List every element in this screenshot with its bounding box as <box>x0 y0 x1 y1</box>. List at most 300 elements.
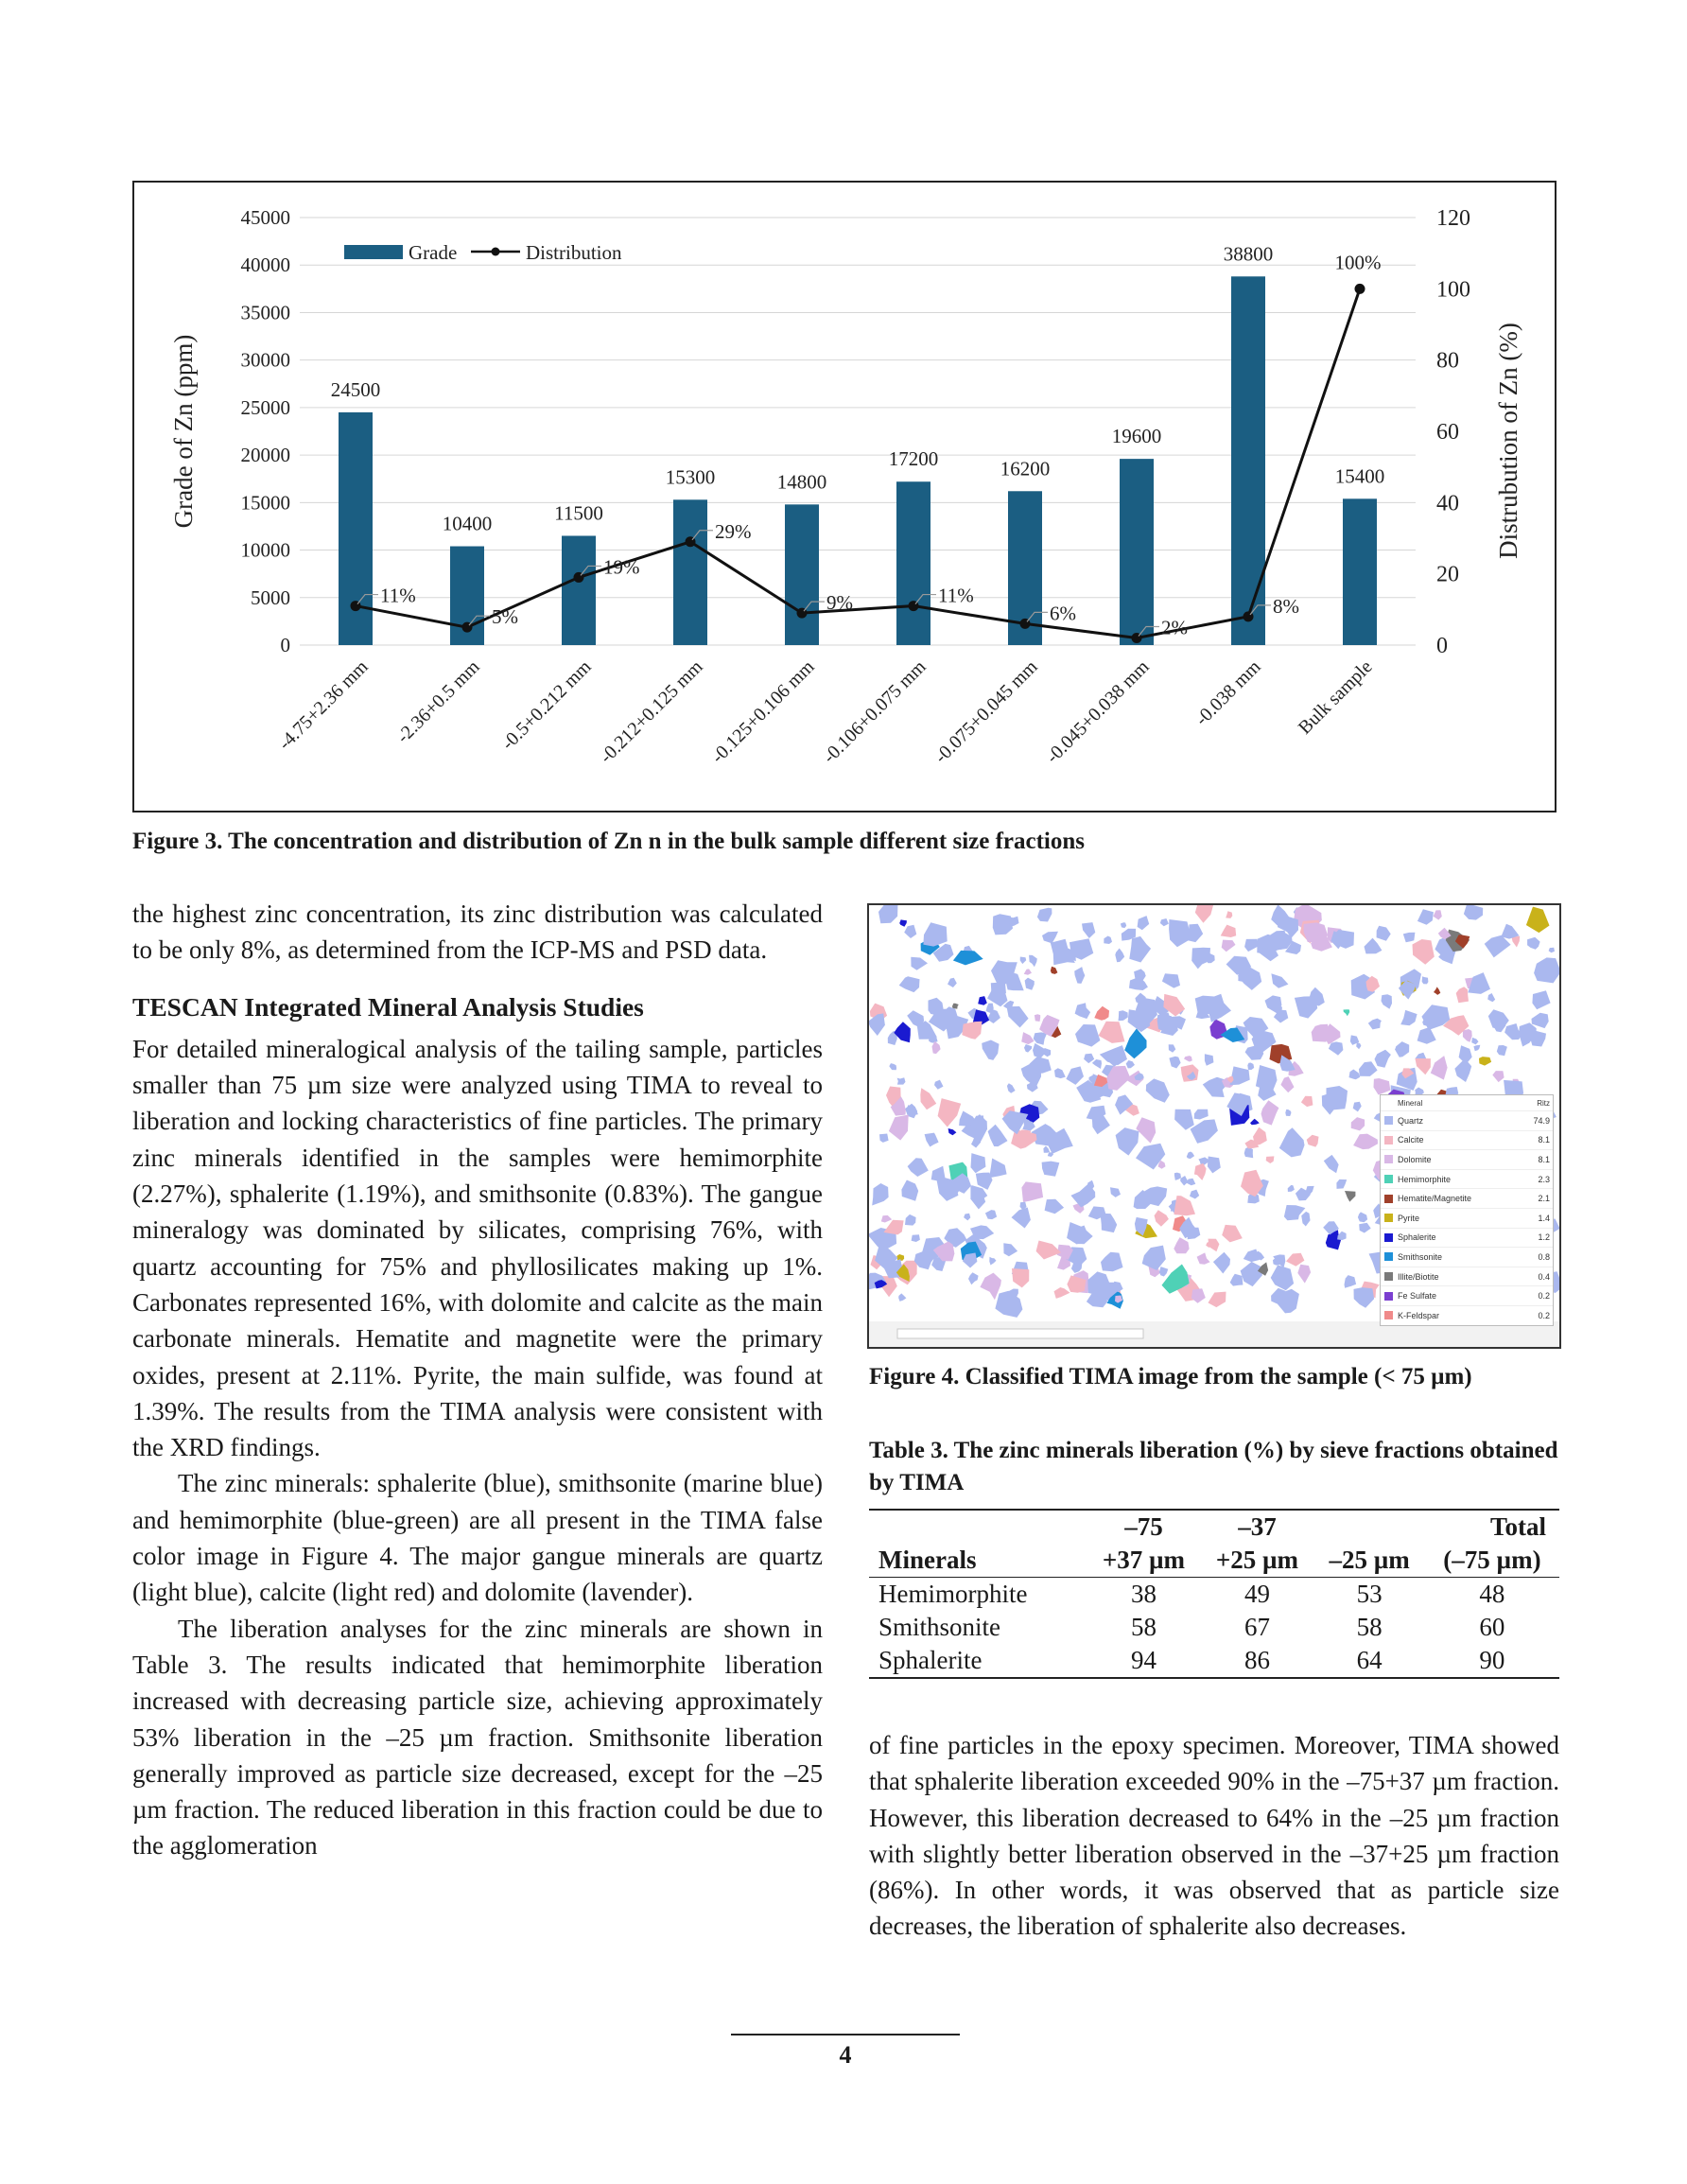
distribution-line <box>356 288 1360 638</box>
x-tick-label: -0.038 mm <box>1191 655 1265 730</box>
particle <box>1129 977 1148 990</box>
bar-value-label: 24500 <box>330 377 381 401</box>
bar-value-label: 19600 <box>1111 425 1162 448</box>
particle <box>1174 1237 1189 1253</box>
particle <box>978 996 987 1005</box>
particle <box>1463 1029 1472 1042</box>
table-cell: 64 <box>1356 1646 1383 1674</box>
x-tick-label: -0.106+0.075 mm <box>819 655 930 768</box>
particle <box>1042 1162 1060 1177</box>
bar <box>1231 276 1265 645</box>
table-cell: 58 <box>1130 1613 1157 1641</box>
legend-row <box>1381 1247 1553 1267</box>
y-tick-label: 35000 <box>240 301 290 324</box>
legend-mineral-name: Pyrite <box>1398 1213 1420 1223</box>
left-column <box>132 896 823 1864</box>
particle <box>1034 1032 1048 1044</box>
particle <box>1512 936 1521 948</box>
particle <box>1221 925 1237 937</box>
particle <box>1454 1058 1471 1082</box>
table-cell: 67 <box>1244 1613 1270 1641</box>
particle <box>1007 1083 1016 1092</box>
particle <box>1045 1199 1065 1214</box>
table-cell: Sphalerite <box>878 1646 983 1674</box>
legend-header-value: Ritz <box>1537 1098 1550 1108</box>
table-header-cell: –37 <box>1238 1512 1277 1541</box>
legend-distribution-label: Distribution <box>526 241 622 264</box>
distribution-value-label: 19% <box>603 555 640 579</box>
particle <box>1169 919 1191 947</box>
legend-swatch <box>1384 1292 1393 1301</box>
particle <box>1479 1057 1491 1066</box>
zn-grade-distribution-chart <box>134 183 1558 814</box>
particle <box>1349 1070 1361 1080</box>
particle <box>872 1183 888 1206</box>
legend-mineral-value: 1.4 <box>1538 1213 1550 1223</box>
particle <box>889 1115 909 1141</box>
table-header-cell: –25 µm <box>1329 1546 1410 1574</box>
scale-bar <box>897 1329 1143 1338</box>
legend-row <box>1381 1149 1553 1169</box>
legend-mineral-value: 0.2 <box>1538 1310 1550 1320</box>
particle <box>1307 1135 1319 1147</box>
bar-value-label: 15400 <box>1334 464 1385 488</box>
legend-mineral-value: 0.4 <box>1538 1271 1550 1282</box>
legend-mineral-name: Illite/Biotite <box>1398 1271 1439 1282</box>
legend-swatch <box>1384 1155 1393 1163</box>
particle <box>911 957 928 970</box>
particle <box>1549 948 1555 953</box>
y-tick-label: 30000 <box>240 348 290 372</box>
particle <box>1035 1014 1040 1022</box>
legend-swatch <box>1384 1175 1393 1183</box>
particle <box>968 1272 979 1284</box>
particle <box>1353 1102 1362 1112</box>
particle <box>1191 1288 1206 1303</box>
particle <box>1471 1038 1478 1045</box>
particle <box>1359 1223 1371 1233</box>
y2-tick-label: 20 <box>1436 562 1459 587</box>
particle <box>1329 1041 1344 1055</box>
distribution-value-label: 9% <box>826 591 853 615</box>
particle <box>1241 1262 1262 1286</box>
legend-mineral-value: 8.1 <box>1538 1135 1550 1145</box>
paragraph-sphalerite-liberation: of fine particles in the epoxy specimen. Moreover, TIMA showed that sphalerite liberation exceeded 90% in the –75+37 µm fraction. However, this liberation decreased to 64% in the –25 µm fraction with slightly better liberation observed in the –37+25 µm fraction (86%). In other words, it was observed that as particle size decreases, the liberation of sphalerite also decreases. <box>869 1731 1559 1941</box>
legend-mineral-value: 0.8 <box>1538 1251 1550 1262</box>
particle <box>1066 1066 1084 1085</box>
x-tick-label: -0.125+0.106 mm <box>707 655 819 768</box>
particle <box>938 1098 962 1127</box>
particle <box>1194 1163 1207 1180</box>
legend-swatch <box>1384 1311 1393 1319</box>
distribution-value-label: 11% <box>938 584 974 607</box>
particle <box>1417 1027 1436 1044</box>
particle <box>1250 1119 1260 1126</box>
legend-swatch <box>1384 1136 1393 1144</box>
particle <box>1082 922 1095 938</box>
particle <box>1353 1134 1378 1150</box>
legend-swatch <box>1384 1214 1393 1222</box>
legend-swatch <box>1384 1272 1393 1281</box>
table-cell: 60 <box>1479 1613 1505 1641</box>
particle <box>881 1215 892 1223</box>
table-cell: Smithsonite <box>878 1613 1001 1641</box>
legend-mineral-value: 74.9 <box>1533 1115 1550 1126</box>
particle <box>1037 908 1052 922</box>
legend-row <box>1381 1110 1553 1130</box>
particle <box>1222 1225 1243 1243</box>
particle <box>1024 1044 1032 1053</box>
particle <box>1025 978 1035 990</box>
legend-swatch <box>1384 1195 1393 1203</box>
bar-value-label: 14800 <box>776 470 827 494</box>
y2-axis-title: Distrubution of Zn (%) <box>1494 323 1522 559</box>
tima-legend <box>1380 1094 1554 1326</box>
bar <box>785 504 819 645</box>
table-header-cell: Total <box>1489 1512 1546 1541</box>
y2-tick-label: 100 <box>1436 277 1470 303</box>
particle <box>899 919 907 927</box>
particle <box>1375 1050 1391 1068</box>
particle <box>989 1257 996 1266</box>
particle <box>1336 1179 1347 1189</box>
particle <box>948 978 957 987</box>
particle <box>1012 1208 1031 1229</box>
y-tick-label: 45000 <box>240 206 290 229</box>
distribution-value-label: 2% <box>1161 616 1188 639</box>
particle <box>1324 1155 1339 1173</box>
particle <box>1180 1176 1189 1186</box>
table-cell: Hemimorphite <box>878 1580 1028 1608</box>
particle <box>1209 1292 1226 1308</box>
particle <box>908 1158 929 1177</box>
particle <box>925 1133 939 1147</box>
particle <box>1417 909 1434 924</box>
particle <box>1138 916 1150 930</box>
distribution-point <box>1355 284 1365 294</box>
particle <box>1074 967 1085 984</box>
particle <box>1301 1212 1310 1227</box>
particle <box>1345 1191 1355 1202</box>
particle <box>934 1080 944 1090</box>
particle <box>1504 1023 1522 1040</box>
particle <box>1532 1013 1549 1028</box>
particle <box>1021 1181 1043 1202</box>
particle <box>1473 1045 1480 1052</box>
bar <box>1343 498 1377 645</box>
particle <box>1527 937 1540 950</box>
table-row <box>869 1578 1559 1612</box>
table-header-row-bottom <box>869 1544 1559 1578</box>
particle <box>1169 1044 1176 1053</box>
particle <box>912 1234 920 1242</box>
particle <box>1007 1006 1029 1028</box>
table-cell: 48 <box>1479 1580 1505 1608</box>
particle <box>1116 1127 1139 1156</box>
particle <box>1344 1009 1350 1016</box>
bar <box>1120 459 1154 645</box>
particle <box>1244 939 1258 952</box>
particle <box>1100 1045 1127 1065</box>
legend-mineral-value: 2.1 <box>1538 1194 1550 1204</box>
particle <box>1359 1061 1378 1076</box>
particle <box>1400 1010 1417 1025</box>
particle <box>907 1105 918 1116</box>
particle <box>1492 1071 1504 1082</box>
legend-mineral-name: Fe Sulfate <box>1398 1291 1437 1302</box>
table-3 <box>869 1509 1559 1679</box>
particle <box>1129 936 1151 963</box>
legend-row <box>1381 1188 1553 1208</box>
legend-mineral-name: Hemimorphite <box>1398 1174 1452 1184</box>
bar <box>673 499 707 645</box>
particle <box>1345 1275 1357 1288</box>
particle <box>898 1293 906 1302</box>
particle <box>1115 949 1124 963</box>
particle <box>1230 1274 1244 1286</box>
legend-mineral-name: Dolomite <box>1398 1154 1432 1164</box>
particle <box>1415 1058 1431 1075</box>
figure-4-caption: Figure 4. Classified TIMA image from the sample (< 75 µm) <box>869 1364 1472 1389</box>
particle <box>1101 1252 1123 1272</box>
particle <box>948 1128 957 1135</box>
x-tick-label: -0.045+0.038 mm <box>1042 655 1154 768</box>
particle <box>1244 1249 1260 1263</box>
particle <box>1374 1078 1391 1095</box>
particle <box>1188 924 1204 942</box>
particle <box>904 925 916 938</box>
legend-mineral-name: Calcite <box>1398 1135 1424 1145</box>
table-row <box>869 1611 1559 1644</box>
particle <box>1054 1068 1066 1078</box>
particle <box>1075 1003 1091 1019</box>
particle <box>1286 1253 1304 1267</box>
particle <box>1024 969 1032 974</box>
particle <box>1468 972 1490 994</box>
particle <box>1497 1045 1507 1056</box>
footer-rule <box>731 2034 960 2035</box>
particle <box>1155 1210 1169 1227</box>
particle <box>1271 1265 1294 1290</box>
particle <box>1191 948 1210 970</box>
particle <box>1190 1190 1199 1199</box>
legend-swatch <box>1384 1233 1393 1242</box>
figure-3-chart <box>132 181 1557 812</box>
particle <box>1142 1246 1166 1270</box>
y-tick-label: 15000 <box>240 491 290 515</box>
y-tick-label: 0 <box>280 634 290 656</box>
particle <box>1184 1056 1192 1061</box>
particle <box>1174 1196 1195 1215</box>
particle <box>1094 1006 1109 1021</box>
table-row <box>869 1644 1559 1678</box>
particle <box>1403 933 1416 942</box>
legend-swatch <box>1384 1252 1393 1261</box>
particle <box>1226 911 1232 918</box>
particle <box>982 1040 999 1060</box>
x-tick-label: -0.5+0.212 mm <box>497 655 596 755</box>
particle <box>920 1088 936 1109</box>
particle <box>1526 907 1550 934</box>
y-tick-label: 25000 <box>240 395 290 419</box>
figure-3-caption: Figure 3. The concentration and distribution of Zn n in the bulk sample different size fractions <box>132 829 1086 854</box>
page-number: 4 <box>839 2041 852 2069</box>
particle <box>932 1041 941 1054</box>
bar-value-label: 16200 <box>1000 457 1051 480</box>
particle <box>1395 1041 1409 1057</box>
particle <box>1422 976 1429 984</box>
distribution-value-label: 5% <box>492 605 518 629</box>
particle <box>1197 1252 1210 1264</box>
table-header-row-top <box>869 1510 1559 1544</box>
particle <box>889 1063 896 1070</box>
y2-tick-label: 40 <box>1436 491 1459 516</box>
x-tick-label: -0.212+0.125 mm <box>596 655 707 768</box>
legend-line-marker <box>492 248 500 256</box>
particle <box>1377 926 1391 941</box>
figure-4-tima-image <box>867 903 1561 1349</box>
particle <box>1054 1287 1070 1299</box>
particle <box>1012 1268 1029 1287</box>
particle <box>1532 990 1550 1009</box>
distribution-value-label: 29% <box>715 519 752 543</box>
particle <box>905 1214 916 1226</box>
particle <box>1485 935 1511 958</box>
particle <box>980 1273 1001 1301</box>
particle <box>1191 1119 1218 1144</box>
particle <box>1529 1031 1546 1047</box>
table-header-cell: Minerals <box>878 1546 977 1574</box>
legend-row <box>1381 1305 1553 1325</box>
particle <box>1121 922 1126 928</box>
table-cell: 49 <box>1244 1580 1270 1608</box>
particle <box>1368 1019 1382 1030</box>
y2-tick-label: 120 <box>1436 206 1470 231</box>
particle <box>1136 1117 1156 1143</box>
table-header-cell <box>869 1510 1087 1544</box>
y-tick-label: 40000 <box>240 253 290 277</box>
particle <box>1174 1109 1194 1130</box>
particle <box>1356 1042 1361 1049</box>
paragraph-tima-overview: For detailed mineralogical analysis of the tailing sample, particles smaller than 75 µm size were analyzed using TIMA to reveal to liberation and locking characteristics of fine particles. The primary zinc minerals identified in the samples were hemimorphite (2.27%), sphalerite (1.19%), and smithsonite (0.83%). The gangue mineralogy was dominated by silicates, comprising 76%, with quartz accounting for 75% and phyllosilicates making up 1%. Carbonates represented 16%, with dolomite and calcite as the main carbonate minerals. Hematite and magnetite were the primary oxides, present at 2.11%. Pyrite, the main sulfide, was found at 1.39%. The results from the TIMA analysis were consistent with the XRD findings. <box>132 1034 823 1462</box>
table-cell: 38 <box>1130 1580 1157 1608</box>
legend-mineral-value: 1.2 <box>1538 1232 1550 1243</box>
legend-row <box>1381 1208 1553 1228</box>
bar <box>562 535 596 645</box>
y2-tick-label: 0 <box>1436 634 1448 658</box>
particle <box>897 1077 906 1084</box>
particle <box>1126 1060 1135 1068</box>
table-cell: 58 <box>1356 1613 1383 1641</box>
y-tick-label: 5000 <box>251 585 290 609</box>
distribution-value-label: 100% <box>1334 251 1382 274</box>
particle <box>1261 1100 1279 1125</box>
particle <box>899 976 920 992</box>
legend-row <box>1381 1285 1553 1305</box>
y-tick-label: 10000 <box>240 538 290 562</box>
particle <box>1099 1022 1125 1043</box>
particle <box>1128 1009 1151 1032</box>
table-header-cell: –75 <box>1124 1512 1163 1541</box>
chart-legend <box>344 241 622 264</box>
legend-mineral-name: Quartz <box>1398 1115 1424 1126</box>
particle <box>1337 1232 1347 1240</box>
x-tick-label: -4.75+2.36 mm <box>274 655 373 755</box>
legend-mineral-value: 2.3 <box>1538 1174 1550 1184</box>
legend-mineral-name: Smithsonite <box>1398 1251 1443 1262</box>
particle <box>1297 1265 1311 1284</box>
particle <box>1534 957 1559 983</box>
particle <box>1247 1063 1254 1071</box>
particle <box>1322 1093 1341 1114</box>
particle <box>1365 938 1383 954</box>
particle <box>1295 996 1317 1018</box>
bar-value-label: 38800 <box>1223 242 1274 266</box>
y-axis-title: Grade of Zn (ppm) <box>169 334 198 529</box>
particle <box>988 1125 1008 1146</box>
particle <box>1434 987 1440 995</box>
bar-value-label: 15300 <box>665 465 716 489</box>
particle <box>1110 1187 1121 1197</box>
legend-row <box>1381 1130 1553 1150</box>
particle <box>1194 1109 1209 1120</box>
particle <box>971 1153 986 1173</box>
legend-bar-swatch <box>344 245 403 259</box>
particle <box>1029 955 1037 967</box>
particle <box>1146 1078 1170 1102</box>
particle <box>1075 1024 1100 1047</box>
particle <box>1382 994 1393 1009</box>
particle <box>1124 1028 1146 1058</box>
table-3-caption: Table 3. The zinc minerals liberation (%) by sieve fractions obtained by TIMA <box>869 1438 1558 1495</box>
particle <box>1464 905 1483 920</box>
particle <box>1051 967 1058 974</box>
particle <box>1205 1054 1214 1066</box>
particle <box>1160 918 1169 926</box>
particle <box>985 1210 997 1219</box>
particle <box>1487 993 1495 1002</box>
table-header-cell <box>1313 1510 1424 1544</box>
table-cell: 86 <box>1244 1646 1270 1674</box>
legend-row <box>1381 1169 1553 1189</box>
legend-header-mineral: Mineral <box>1398 1098 1423 1108</box>
particle <box>1003 1243 1017 1256</box>
table-header-cell: +37 µm <box>1102 1546 1186 1574</box>
legend-mineral-value: 0.2 <box>1538 1291 1550 1302</box>
particle <box>1279 1127 1305 1157</box>
x-tick-label: -0.075+0.045 mm <box>930 655 1042 768</box>
particle <box>923 922 947 946</box>
particle <box>1266 1156 1275 1163</box>
particle <box>964 1214 970 1221</box>
legend-mineral-value: 8.1 <box>1538 1154 1550 1164</box>
particle <box>953 951 983 966</box>
legend-mineral-name: Sphalerite <box>1398 1232 1436 1243</box>
particle <box>1358 1212 1367 1222</box>
particle <box>1092 1059 1102 1069</box>
table-cell: 94 <box>1130 1646 1157 1674</box>
particle <box>1043 1146 1050 1153</box>
particle <box>1351 1117 1365 1130</box>
particle <box>1222 940 1236 952</box>
table-header-cell: (–75 µm) <box>1443 1546 1541 1574</box>
bar <box>896 481 930 645</box>
particle <box>1036 1241 1062 1260</box>
particle <box>1187 1152 1194 1160</box>
particle <box>962 1022 982 1040</box>
particle <box>1326 1230 1341 1249</box>
particle <box>878 905 898 923</box>
